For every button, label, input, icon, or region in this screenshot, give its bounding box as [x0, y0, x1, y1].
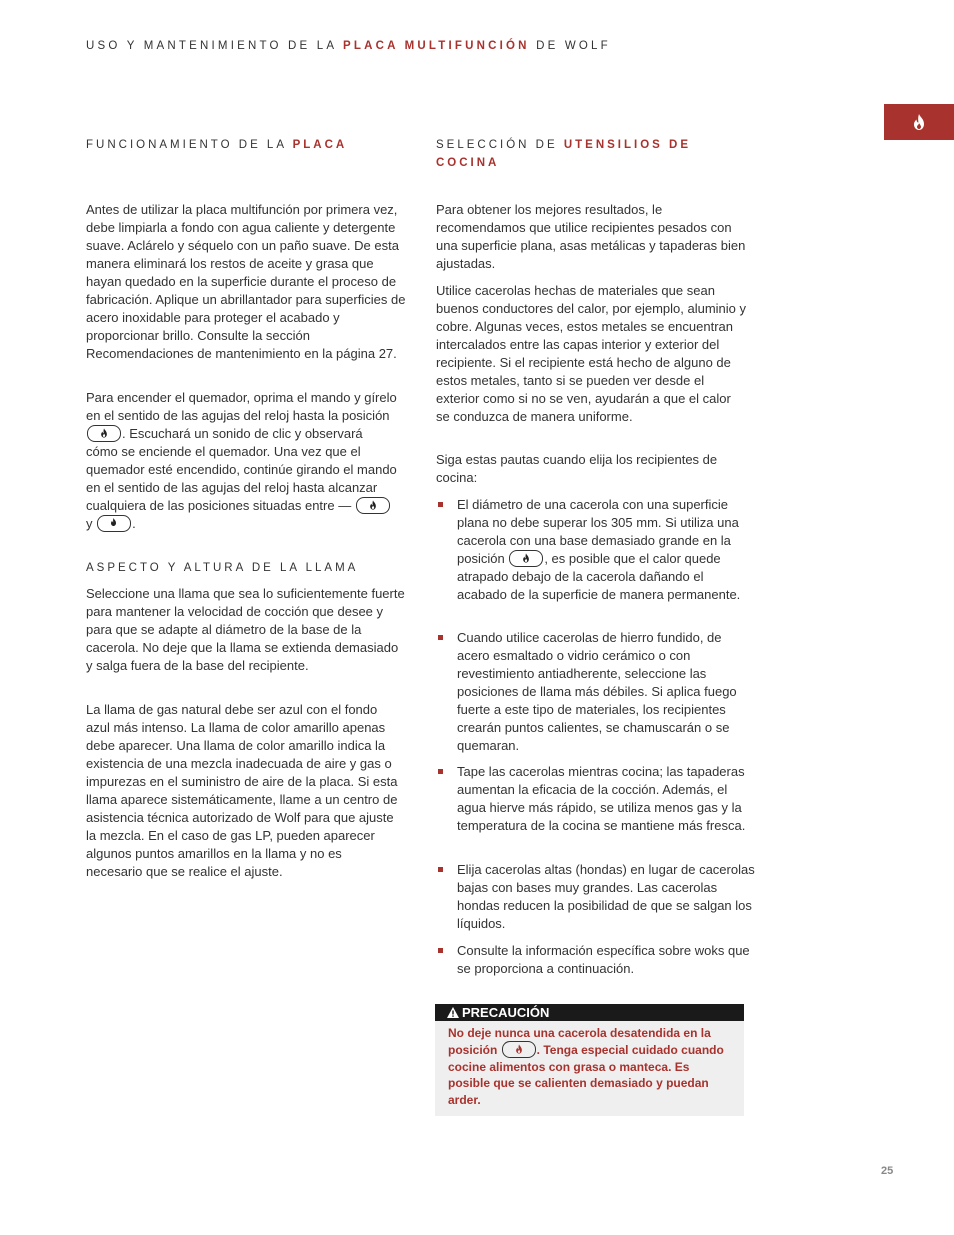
list-item [436, 942, 756, 978]
list-item-text: Elija cacerolas altas (hondas) en lugar de cacerolas bajas con bases muy grandes. Las cacerolas hondas reducen la posibilidad de que se salgan los líquidos. [457, 862, 755, 931]
page-header [86, 40, 611, 52]
right-paragraph-1: Para obtener los mejores resultados, le recomendamos que utilice recipientes pesados con una superficie plana, asas metálicas y tapaderas bien ajustadas. [436, 202, 746, 271]
left-paragraph-2 [86, 389, 398, 533]
left-paragraph-3: Seleccione una llama que sea lo suficientemente fuerte para mantener la velocidad de cocción que desee y para que se adapte al diámetro de la base de la cacerola. No deje que la llama se extienda demasiado y salga fuera de la base del recipiente. [86, 586, 405, 673]
warning-icon [447, 1007, 459, 1018]
list-item [436, 763, 756, 835]
text-fragment: , es posible que el calor quede atrapado debajo de la cacerola dañando el acabado de la superficie de manera permanente. [457, 551, 741, 603]
list-item-text: Tape las cacerolas mientras cocina; las tapaderas aumentan la eficacia de la cocción. Además, el agua hierve más rápido, se utiliza menos gas y la temperatura de la cocina se mantiene más fresca. [457, 764, 746, 833]
bullet-square [438, 769, 443, 774]
bullet-square [438, 635, 443, 640]
caution-title: PRECAUCIÓN [462, 1005, 550, 1020]
left-paragraph-1: Antes de utilizar la placa multifunción por primera vez, debe limpiarla a fondo con agua caliente y detergente suave. Aclárelo y séquelo con un paño suave. De esta manera eliminará los restos de aceite y grasa que hayan quedado en la superficie durante el proceso de fabricación. Aplique un abrillantador para superficies de acero inoxidable para proteger el acabado y proporcionar brillo. Consulte la sección Recomendaciones de mantenimiento en la página 27. [86, 202, 406, 361]
burner-high-symbol [356, 497, 390, 514]
right-heading-highlight: UTENSILIOS DE [563, 139, 692, 151]
header-highlight: PLACA MULTIFUNCIÓN [343, 40, 530, 52]
right-heading-highlight: COCINA [436, 157, 500, 169]
section-tab [884, 104, 954, 140]
burner-high-symbol [87, 425, 121, 442]
list-item-text: Consulte la información específica sobre woks que se proporciona a continuación. [457, 943, 750, 976]
list-item [436, 861, 756, 933]
header-suffix: DE WOLF [529, 40, 611, 52]
list-item [436, 629, 756, 755]
left-heading-prefix: FUNCIONAMIENTO DE LA [86, 139, 293, 151]
caution-text [435, 1021, 744, 1108]
left-heading [86, 136, 411, 154]
flame-icon [100, 428, 108, 438]
flame-subheading: ASPECTO Y ALTURA DE LA LLAMA [86, 562, 359, 574]
right-paragraph-3: Siga estas pautas cuando elija los recipientes de cocina: [436, 452, 718, 485]
flame-small-icon [110, 518, 117, 526]
bullet-square [438, 948, 443, 953]
flame-icon [515, 1044, 523, 1054]
burner-high-symbol [509, 550, 543, 567]
text-fragment: . Tenga especial cuidado cuando cocine alimentos con grasa o manteca. Es posible que se calienten demasiado y puedan arder. [448, 1042, 724, 1107]
list-item-text: Cuando utilice cacerolas de hierro fundido, de acero esmaltado o vidrio cerámico o con revestimiento antiadherente, seleccione las posiciones de llama más débiles. Si aplica fuego fuerte a este tipo de materiales, los recipientes crearán puntos calientes, se chamuscarán o se quemaran. [457, 630, 737, 753]
text-fragment: . Escuchará un sonido de clic y observará cómo se enciende el quemador. Una vez que el quemador esté encendido, continúe girando el mando en el sentido de las agujas del reloj hasta alcanzar cualquiera de las posiciones situadas entre — [86, 426, 397, 514]
list-item-text [457, 496, 756, 604]
burner-low-symbol [97, 515, 131, 532]
text-fragment: . [132, 516, 136, 532]
text-fragment: Para encender el quemador, oprima el mando y gírelo en el sentido de las agujas del reloj hasta la posición [86, 390, 397, 423]
left-paragraph-4: La llama de gas natural debe ser azul con el fondo azul más intenso. La llama de color amarillo apenas debe aparecer. Una llama de color amarillo indica la existencia de una mezcla inadecuada de aire y gas o impurezas en el suministro de aire de la placa. Si esta llama aparece sistemáticamente, llame a un centro de asistencia técnica autorizado de Wolf para que ajuste la mezcla. En el caso de gas LP, pueden aparecer algunos puntos amarillos en la llama y no es necesario que se realice el ajuste. [86, 702, 398, 879]
right-heading-prefix: SELECCIÓN DE [436, 139, 564, 151]
caution-box [435, 1004, 744, 1116]
flame-icon [522, 553, 530, 563]
right-paragraph-2: Utilice cacerolas hechas de materiales que sean buenos conductores del calor, por ejemplo, aluminio y cobre. Algunas veces, estos metales se encuentran intercalados entre las capas interior y exterior del recipiente. Si el recipiente está hecho de alguno de estos metales, tanto si se pueden ver desde el exterior como si no se ven, ayudarán a que el calor se conduzca de manera uniforme. [436, 283, 747, 424]
right-heading [436, 136, 756, 172]
text-fragment: No deje nunca una cacerola desatendida en la posición [448, 1026, 711, 1057]
page-number: 25 [881, 1165, 894, 1177]
text-fragment: y [86, 516, 97, 532]
bullet-square [438, 867, 443, 872]
bullet-square [438, 502, 443, 507]
list-item [436, 496, 756, 604]
burner-high-symbol [502, 1041, 536, 1058]
text-fragment: El diámetro de una cacerola con una superficie plana no debe superar los 305 mm. Si utiliza una cacerola con una base demasiado grande en la posición [457, 497, 739, 566]
flame-icon [912, 114, 926, 130]
flame-icon [369, 500, 377, 510]
caution-header [435, 1004, 744, 1021]
header-prefix: USO Y MANTENIMIENTO DE LA [86, 40, 344, 52]
left-heading-highlight: PLACA [292, 139, 348, 151]
